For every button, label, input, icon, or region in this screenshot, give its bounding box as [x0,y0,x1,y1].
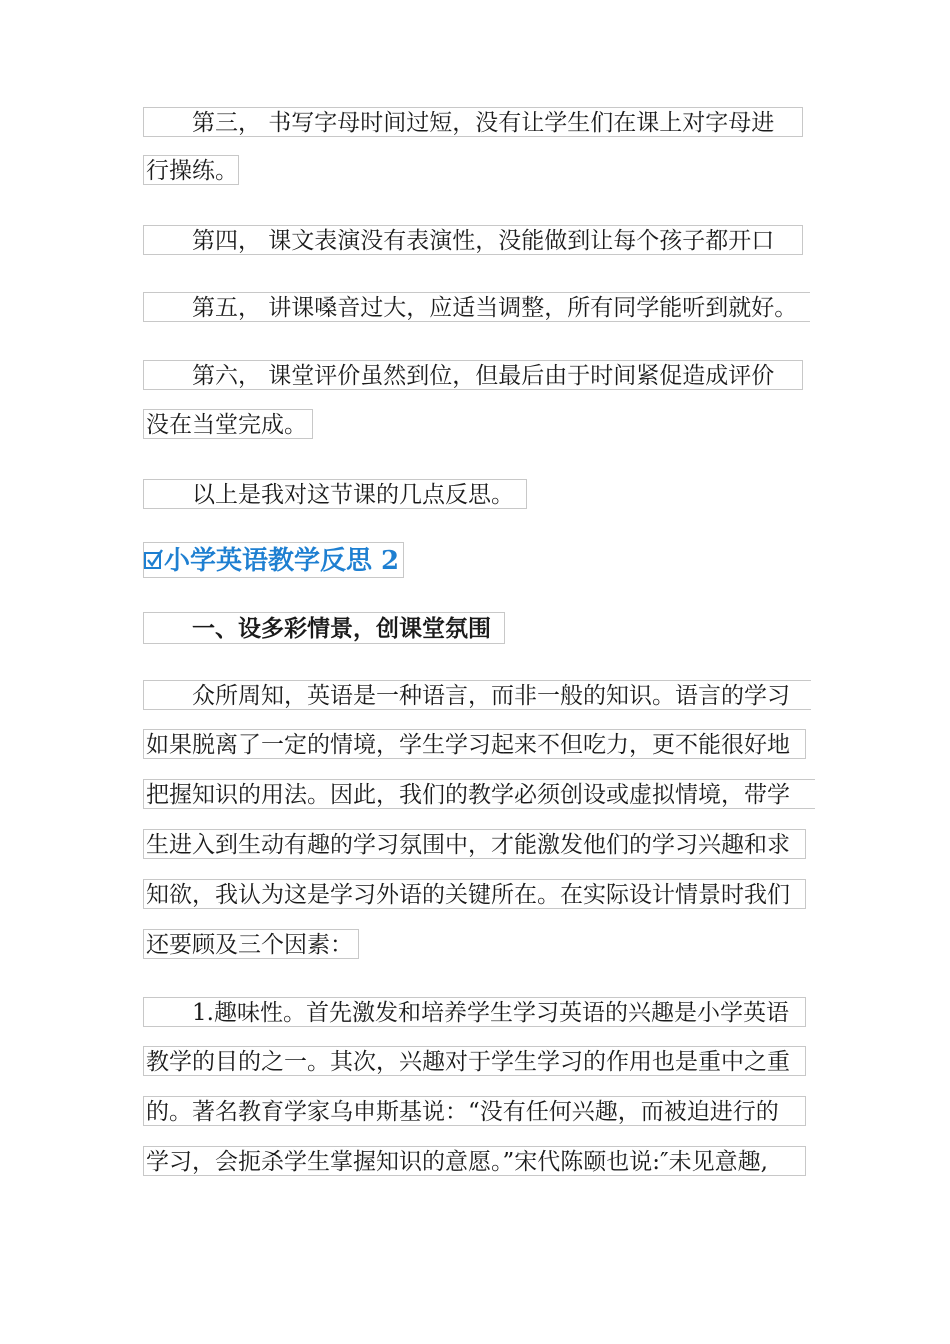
text-line: 第六， 课堂评价虽然到位，但最后由于时间紧促造成评价 [143,360,803,390]
checkbox-icon [144,544,164,580]
text-line: 第五， 讲课嗓音过大，应适当调整，所有同学能听到就好。 [143,292,810,322]
para-line: 1.趣味性。首先激发和培养学生学习英语的兴趣是小学英语 [143,997,806,1027]
para-line: 的。著名教育学家乌申斯基说：“没有任何兴趣，而被迫进行的 [143,1096,806,1126]
para-line: 知欲，我认为这是学习外语的关键所在。在实际设计情景时我们 [143,879,806,909]
section-subtitle: 一、设多彩情景，创课堂氛围 [143,612,505,644]
para-line: 学习，会扼杀学生掌握知识的意愿。”宋代陈颐也说:″未见意趣, [143,1146,806,1176]
para-line: 生进入到生动有趣的学习氛围中，才能激发他们的学习兴趣和求 [143,829,806,859]
para-line: 如果脱离了一定的情境，学生学习起来不但吃力，更不能很好地 [143,729,806,759]
text-line: 以上是我对这节课的几点反思。 [143,479,527,509]
text-line: 没在当堂完成。 [143,409,313,439]
para-line: 众所周知，英语是一种语言，而非一般的知识。语言的学习 [143,680,811,710]
para-line: 把握知识的用法。因此，我们的教学必须创设或虚拟情境，带学 [143,779,815,809]
text-line: 第三， 书写字母时间过短，没有让学生们在课上对字母进 [143,107,803,137]
section-heading [143,542,404,578]
para-line: 还要顾及三个因素： [143,929,359,959]
para-line: 教学的目的之一。其次，兴趣对于学生学习的作用也是重中之重 [143,1046,806,1076]
section-title: 小学英语教学反思 2 [164,546,400,576]
text-line: 第四， 课文表演没有表演性，没能做到让每个孩子都开口 [143,225,803,255]
text-line: 行操练。 [143,155,239,185]
